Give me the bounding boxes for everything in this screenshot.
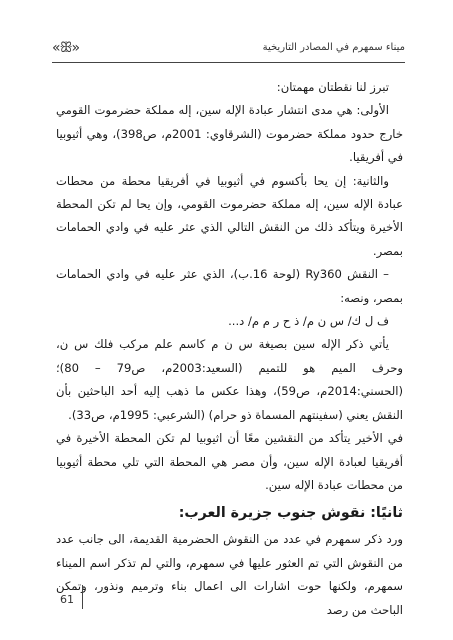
header-title: ميناء سمهرم في المصادر التاريخية: [262, 42, 405, 53]
header-ornament-icon: «ꕥ»: [52, 40, 80, 56]
section-heading: ثانيًا: نقوش جنوب جزيرة العرب:: [178, 505, 403, 522]
paragraph-analysis: يأتي ذكر الإله سين بصيغة س ن م كاسم علم مركب فلك س ن، وحرف الميم هو للتميم (السعيد:2003م، ص79 – 80)؛ (الحسني:2014م، ص59)، وهذا عكس ما ذهب إليه أحد الباحثين بأن النقش يعني (سفينتهم المسماة ذو حرام) (الشرعبي: 1995م، ص33).: [56, 337, 404, 422]
paragraph-inscription-ref: – النقش Ry360 (لوحة 16.ب)، الذي عثر عليه في وادي الحمامات بمصر، ونصه:: [56, 267, 403, 305]
paragraph-intro: تبرز لنا نقطتان مهمتان:: [276, 80, 389, 94]
paragraph-inscription-text: ف ل ك/ س ن م/ ذ ح ر م م/ د...: [228, 314, 389, 329]
footer-divider: [82, 585, 83, 609]
paragraph-first-point: الأولى: هي مدى انتشار عبادة الإله سين، إله مملكة حضرموت القومي خارج حدود مملكة حضرموت (الشرقاوي: 2001م، ص398)، وهي أثيوبيا في أفريقيا.: [56, 103, 403, 165]
page-body: [56, 76, 403, 622]
page-number: 61: [60, 593, 74, 606]
paragraph-second-point: والثانية: إن يحا بأكسوم في أثيوبيا في أفريقيا محطة من محطات عبادة الإله سين، إله مملكة حضرموت القومي، وإن يحا لم تكن المحطة الأخيرة ويتأكد ذلك من النقش التالي الذي عثر عليه في وادي الحمامات بمصر.: [56, 173, 403, 258]
running-header: [52, 40, 405, 62]
header-divider: [52, 62, 405, 63]
paragraph-closing: ورد ذكر سمهرم في عدد من النقوش الحضرمية القديمة، الى جانب عدد من النقوش التي تم العثور عليها في سمهرم، والتي لم تذكر اسم الميناء سمهرم، ولكنها حوت اشارات الى اعمال بناء وترميم ونذور، وتمكن الباحث من رصد: [56, 532, 403, 617]
paragraph-conclusion: في الأخير يتأكد من النقشين معًا أن اثيوبيا لم تكن المحطة الأخيرة في أفريقيا لعبادة الإله سين، وأن مصر هي المحطة التي تلي محطة أثيوبيا من محطات عبادة الإله سين.: [56, 431, 403, 492]
